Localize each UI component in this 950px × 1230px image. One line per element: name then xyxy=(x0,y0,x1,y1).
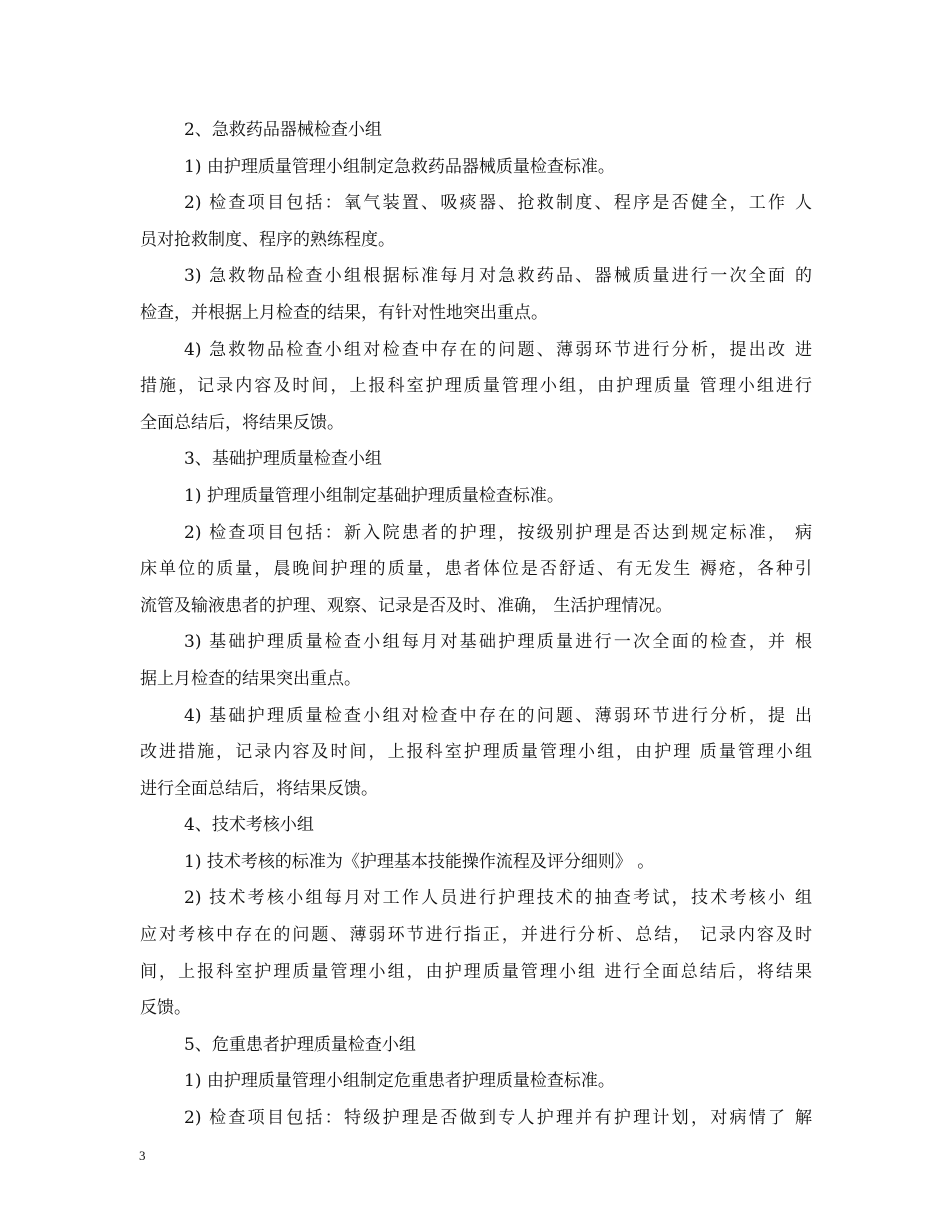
paragraph-line: 检查，并根据上月检查的结果，有针对性地突出重点。 xyxy=(140,302,548,323)
paragraph-line: 全面总结后，将结果反馈。 xyxy=(140,412,344,433)
paragraph-line: 4) 基础护理质量检查小组对检查中存在的问题、薄弱环节进行分析，提 出 xyxy=(184,705,812,726)
paragraph-line: 4) 急救物品检查小组对检查中存在的问题、薄弱环节进行分析，提出改 进 xyxy=(184,339,812,360)
paragraph-line: 据上月检查的结果突出重点。 xyxy=(140,668,361,689)
paragraph-line: 3) 急救物品检查小组根据标准每月对急救药品、器械质量进行一次全面 的 xyxy=(184,266,812,287)
paragraph-line: 床单位的质量，晨晚间护理的质量，患者体位是否舒适、有无发生 褥疮，各种引 xyxy=(140,559,812,580)
paragraph-line: 反馈。 xyxy=(140,998,191,1019)
paragraph-line: 流管及输液患者的护理、观察、记录是否及时、准确， 生活护理情况。 xyxy=(140,595,673,616)
paragraph-line: 应对考核中存在的问题、薄弱环节进行指正，并进行分析、总结， 记录内容及时 xyxy=(140,925,812,946)
page-number: 3 xyxy=(139,1148,146,1163)
section-heading: 5、危重患者护理质量检查小组 xyxy=(184,1034,416,1055)
paragraph-line: 进行全面总结后，将结果反馈。 xyxy=(140,778,378,799)
paragraph-line: 3) 基础护理质量检查小组每月对基础护理质量进行一次全面的检查，并 根 xyxy=(184,632,812,653)
paragraph-line: 2) 检查项目包括：新入院患者的护理，按级别护理是否达到规定标准， 病 xyxy=(184,522,812,543)
paragraph-line: 1) 由护理质量管理小组制定危重患者护理质量检查标准。 xyxy=(184,1071,615,1092)
section-heading: 4、技术考核小组 xyxy=(184,815,314,836)
paragraph-line: 间，上报科室护理质量管理小组，由护理质量管理小组 进行全面总结后，将结果 xyxy=(140,961,812,982)
paragraph-line: 2) 检查项目包括：特级护理是否做到专人护理并有护理计划，对病情了 解 xyxy=(184,1108,812,1129)
paragraph-line: 措施，记录内容及时间，上报科室护理质量管理小组，由护理质量 管理小组进行 xyxy=(140,376,812,397)
paragraph-line: 1) 由护理质量管理小组制定急救药品器械质量检查标准。 xyxy=(184,156,615,177)
paragraph-line: 1) 技术考核的标准为《护理基本技能操作流程及评分细则》 。 xyxy=(184,851,655,872)
paragraph-line: 改进措施，记录内容及时间，上报科室护理质量管理小组，由护理 质量管理小组 xyxy=(140,742,812,763)
section-heading: 3、基础护理质量检查小组 xyxy=(184,449,382,470)
section-heading: 2、急救药品器械检查小组 xyxy=(184,120,382,140)
paragraph-line: 员对抢救制度、程序的熟练程度。 xyxy=(140,229,395,250)
document-body xyxy=(140,112,812,1137)
paragraph-line: 2) 技术考核小组每月对工作人员进行护理技术的抽查考试，技术考核小 组 xyxy=(184,888,812,909)
paragraph-line: 2) 检查项目包括：氧气装置、吸痰器、抢救制度、程序是否健全，工作 人 xyxy=(184,193,812,214)
paragraph-line: 1) 护理质量管理小组制定基础护理质量检查标准。 xyxy=(184,485,564,506)
